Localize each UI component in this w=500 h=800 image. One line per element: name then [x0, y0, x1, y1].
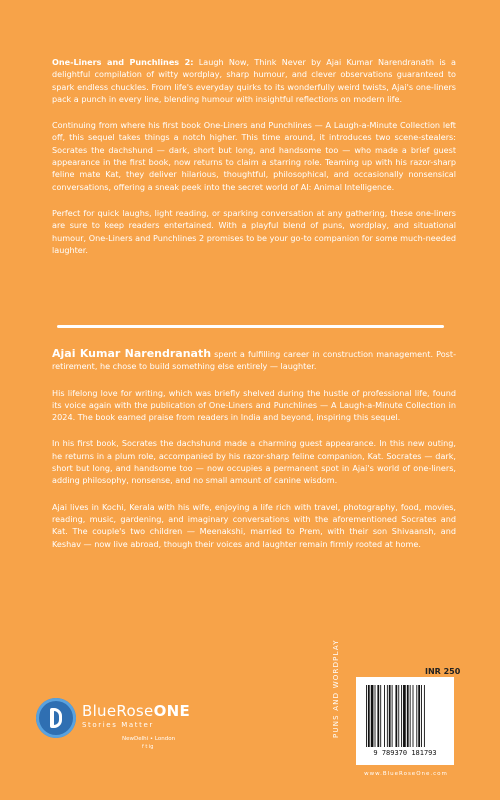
author-name: Ajai Kumar Narendranath	[52, 347, 212, 360]
publisher-name: BlueRoseONE	[82, 702, 191, 720]
section-divider	[57, 325, 444, 328]
genre-label	[312, 639, 352, 760]
social-icons: f t ig	[142, 744, 154, 750]
genre-text: PUNS AND WORDPLAY	[332, 639, 340, 738]
barcode-icon	[364, 683, 446, 749]
bio-paragraph-3: In his first book, Socrates the dachshund made a charming guest appearance. In this new outing, he returns in a plum role, accompanied by his razor-sharp feline companion, Kat. Socrates — dark, short but long, and handsome too — now occupies a permanent spot in Ajai's world of one-liners, adding philosophy, nonsense, and no small amount of canine wisdom.	[52, 438, 456, 486]
isbn-barcode	[356, 677, 454, 765]
publisher-logo	[36, 696, 196, 756]
blurb-text: Laugh Now, Think Never by Ajai Kumar Narendranath is a delightful compilation of witty wordplay, sharp humour, and clever observations guaranteed to spark endless chuckles. From life's everyday quirks to its wonderfully weird twists, Ajai's one-liners pack a punch in every line, blending humour with insightful reflections on modern life.	[52, 57, 456, 104]
bio-paragraph-1	[52, 348, 456, 373]
isbn-number: 9 789370 181793	[373, 749, 437, 757]
bio-paragraph-4: Ajai lives in Kochi, Kerala with his wife, enjoying a life rich with travel, photography, food, movies, reading, music, gardening, and imaginary conversations with the aforementioned Socrates and Kat. The couple's two children — Meenakshi, married to Prem, with their son Shivaansh, and Keshav — now live abroad, though their voices and laughter remain firmly rooted at home.	[52, 501, 456, 549]
back-cover-blurb	[52, 56, 456, 270]
publisher-website: www.BlueRoseOne.com	[364, 771, 448, 777]
price-label: INR 250	[425, 667, 461, 676]
blurb-paragraph-1	[52, 56, 456, 105]
book-title: One-Liners and Punchlines 2:	[52, 57, 194, 67]
publisher-tagline: Stories Matter	[82, 721, 154, 729]
blurb-paragraph-2: Continuing from where his first book One-Liners and Punchlines — A Laugh-a-Minute Collection left off, this sequel takes things a notch higher. This time around, it introduces two scene-stealers: Socrates the dachshund — dark, short but long, and handsome too — who made a brief guest appearance in the first book, now returns to claim a starring role. Teaming up with his razor-sharp feline mate Kat, they deliver hilarious, thoughtful, philosophical, and occasionally nonsensical conversations, offering a sneak peek into the secret world of AI: Animal Intelligence.	[52, 120, 456, 192]
author-bio	[52, 348, 456, 564]
bio-paragraph-2: His lifelong love for writing, which was briefly shelved during the hustle of professional life, found its voice again with the publication of One-Liners and Punchlines — A Laugh-a-Minute Collection in 2024. The book earned praise from readers in India and beyond, inspiring this sequel.	[52, 387, 456, 423]
publisher-emblem-icon	[36, 698, 76, 738]
blurb-paragraph-3: Perfect for quick laughs, light reading, or sparking conversation at any gathering, these one-liners are sure to keep readers entertained. With a playful blend of puns, wordplay, and situational humour, One-Liners and Punchlines 2 promises to be your go-to companion for some much-needed laughter.	[52, 207, 456, 255]
bio-text: spent a fulfilling career in construction management. Post-retirement, he chose to build something else entirely — laughter.	[52, 349, 456, 372]
publisher-locations: NewDelhi • London	[122, 736, 176, 742]
